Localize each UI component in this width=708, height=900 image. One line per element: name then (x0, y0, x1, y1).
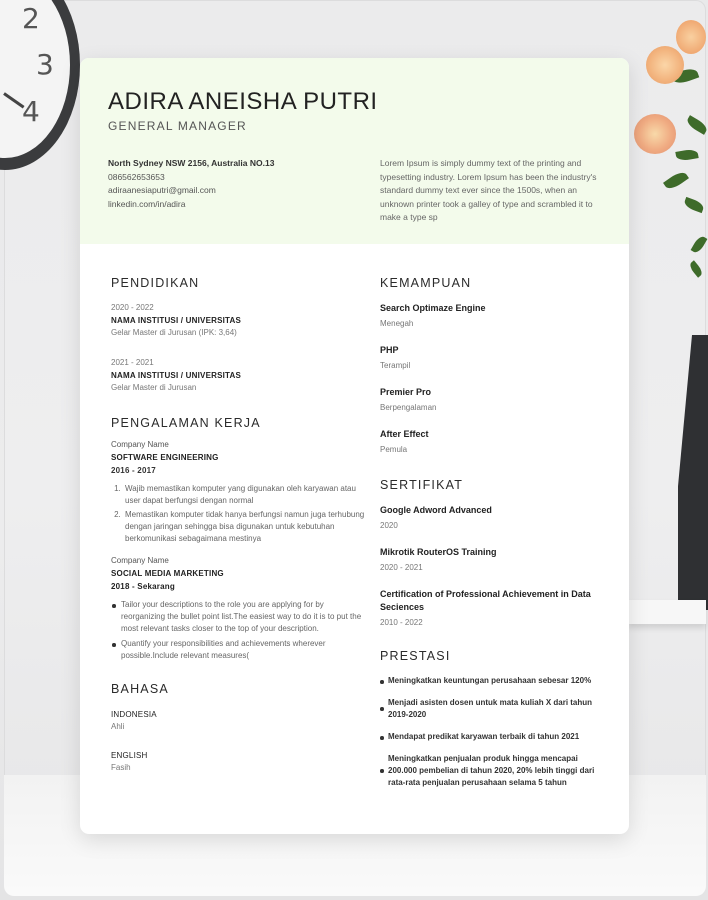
skill-entry (380, 344, 605, 372)
resume-role: GENERAL MANAGER (108, 119, 247, 133)
education-institution: NAMA INSTITUSI / UNIVERSITAS (111, 316, 242, 325)
skill-name: PHP (380, 345, 399, 355)
job-duty: Tailor your descriptions to the role you are applying for by reorganizing the bullet point list.The easiest way to do it is to put the most relevant tasks closer to the top of your description. (121, 599, 366, 635)
shelf (628, 600, 706, 624)
flower (634, 114, 676, 154)
certificate-name: Google Adword Advanced (380, 505, 492, 515)
resume-card (80, 58, 629, 834)
education-entry (111, 357, 366, 394)
flower (676, 20, 706, 54)
skill-level: Pemula (380, 445, 408, 454)
job-period: 2016 - 2017 (111, 466, 156, 475)
certificate-name: Mikrotik RouterOS Training (380, 547, 497, 557)
job-duty: 1. Wajib memastikan komputer yang digunakan oleh karyawan atau user dapat berfungsi dengan normal (123, 483, 366, 507)
certificate-entry (380, 504, 605, 532)
certificate-year: 2020 (380, 521, 398, 530)
language-name: INDONESIA (111, 710, 157, 719)
contact-block (108, 157, 274, 211)
skill-entry (380, 428, 605, 456)
language-entry (111, 708, 366, 733)
right-column (380, 276, 605, 799)
job-company: Company Name (111, 556, 169, 565)
clock-number: 4 (22, 95, 40, 128)
clock-number: 3 (36, 48, 54, 81)
contact-linkedin: linkedin.com/in/adira (108, 198, 186, 209)
job-company: Company Name (111, 440, 169, 449)
language-level: Fasih (111, 763, 131, 772)
education-degree: Gelar Master di Jurusan (111, 383, 197, 392)
language-name: ENGLISH (111, 751, 148, 760)
job-position: SOCIAL MEDIA MARKETING (111, 569, 224, 578)
skill-entry (380, 302, 605, 330)
education-years: 2021 - 2021 (111, 358, 154, 367)
skill-level: Berpengalaman (380, 403, 437, 412)
profile-summary: Lorem Ipsum is simply dummy text of the printing and typesetting industry. Lorem Ipsum has been the industry's standard dummy text ever since the 1500s, when an unknown printer took a galley of type and scrambled it to make a type sp (380, 158, 597, 222)
section-title-achievements: PRESTASI (380, 649, 451, 663)
achievement-item: Meningkatkan penjualan produk hingga mencapai 200.000 pembelian di tahun 2020, 20% lebih tinggi dari rata-rata penjualan perusahaan selama 5 tahun (388, 753, 605, 789)
achievement-item: Menjadi asisten dosen untuk mata kuliah X dari tahun 2019-2020 (388, 697, 605, 721)
certificate-entry (380, 588, 605, 629)
education-entry (111, 302, 366, 339)
skill-level: Menegah (380, 319, 414, 328)
job-duties (111, 599, 366, 662)
job-duties (111, 483, 366, 545)
skill-entry (380, 386, 605, 414)
education-degree: Gelar Master di Jurusan (IPK: 3,64) (111, 328, 237, 337)
job-period: 2018 - Sekarang (111, 582, 175, 591)
education-institution: NAMA INSTITUSI / UNIVERSITAS (111, 371, 242, 380)
skill-name: Premier Pro (380, 387, 432, 397)
resume-name: ADIRA ANEISHA PUTRI (108, 88, 378, 115)
job-entry (111, 555, 366, 662)
achievement-list (380, 675, 605, 789)
section-title-education: PENDIDIKAN (111, 276, 200, 290)
certificate-name: Certification of Professional Achievement in Data Seciences (380, 589, 591, 612)
section-title-experience: PENGALAMAN KERJA (111, 416, 261, 430)
contact-address: North Sydney NSW 2156, Australia NO.13 (108, 158, 275, 168)
section-title-certificates: SERTIFIKAT (380, 478, 464, 492)
certificate-entry (380, 546, 605, 574)
achievement-item: Meningkatkan keuntungan perusahaan sebesar 120% (388, 675, 605, 687)
education-years: 2020 - 2022 (111, 303, 154, 312)
clock-number: 2 (22, 2, 40, 35)
job-entry (111, 439, 366, 545)
language-level: Ahli (111, 722, 125, 731)
section-title-languages: BAHASA (111, 682, 169, 696)
contact-email: adiraanesiaputri@gmail.com (108, 185, 216, 195)
certificate-year: 2020 - 2021 (380, 563, 423, 572)
job-position: SOFTWARE ENGINEERING (111, 453, 219, 462)
language-entry (111, 749, 366, 774)
resume-header (80, 58, 629, 244)
job-duty: 2. Memastikan komputer tidak hanya berfungsi namun juga terhubung dengan jaringan sehingga bisa digunakan untuk kebutuhan berkomunikasi sebagaimana mestinya (123, 509, 366, 545)
skill-name: Search Optimaze Engine (380, 303, 486, 313)
job-duty: Quantify your responsibilities and achievements wherever possible.Include relevant measures( (121, 638, 366, 662)
certificate-year: 2010 - 2022 (380, 618, 423, 627)
achievement-item: Mendapat predikat karyawan terbaik di tahun 2021 (388, 731, 605, 743)
flower (646, 46, 684, 84)
left-column (111, 276, 366, 787)
section-title-skills: KEMAMPUAN (380, 276, 472, 290)
skill-level: Terampil (380, 361, 411, 370)
skill-name: After Effect (380, 429, 429, 439)
contact-phone: 086562653653 (108, 171, 165, 182)
